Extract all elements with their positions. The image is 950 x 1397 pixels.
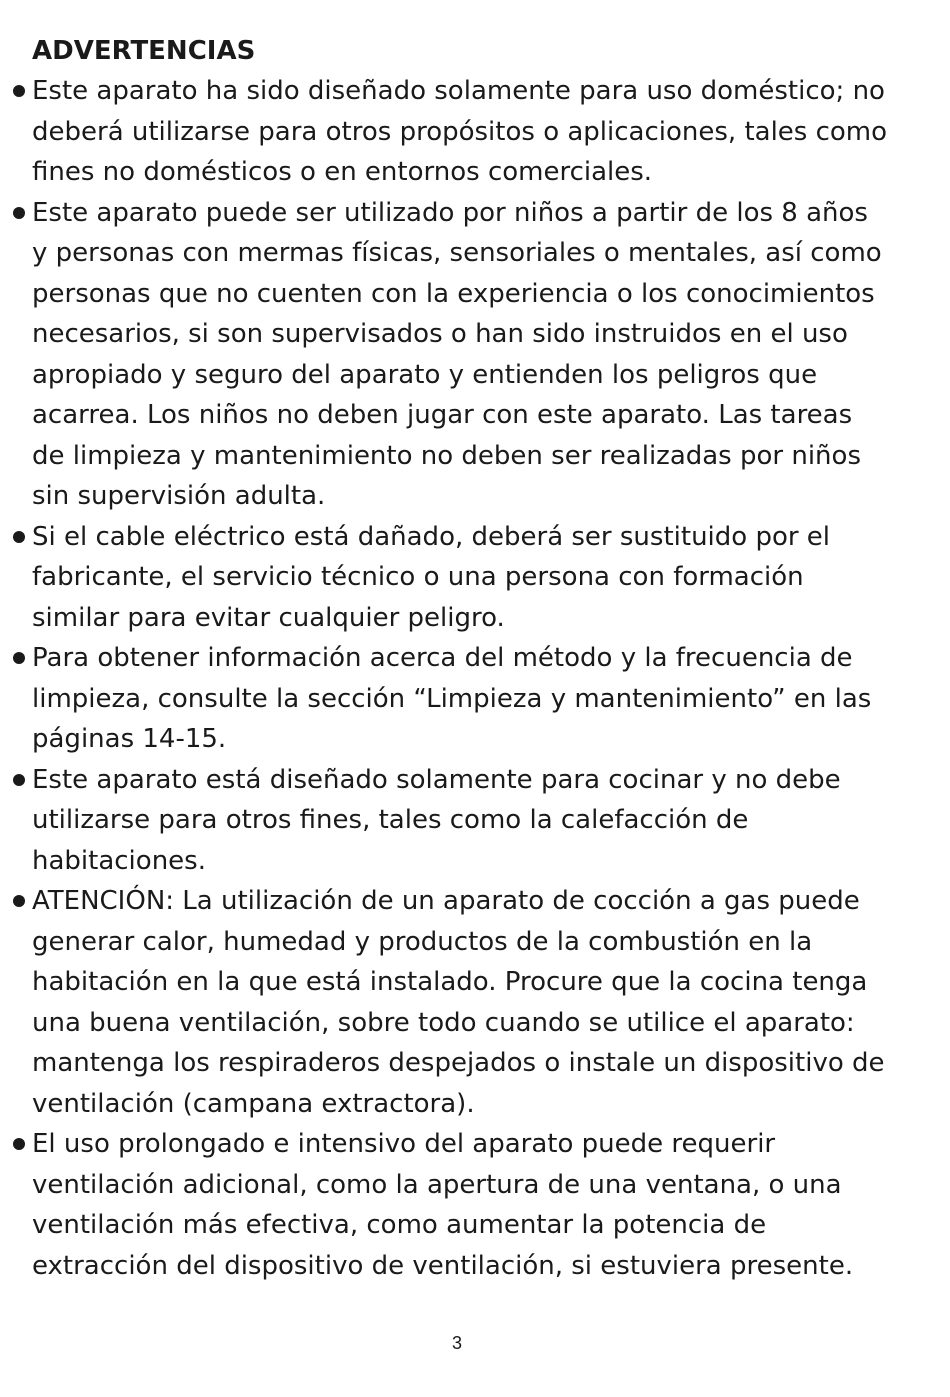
bullet-icon	[13, 774, 25, 786]
warning-text: Este aparato está diseñado solamente para cocinar y no debe utilizarse para otros fines, tales como la calefacción de habitaciones.	[32, 764, 841, 876]
bullet-icon	[13, 1138, 25, 1150]
warning-text: Este aparato puede ser utilizado por niños a partir de los 8 años y personas con mermas físicas, sensoriales o mentales, así como personas que no cuenten con la experiencia o los conocimientos necesarios, si son supervisados o han sido instruidos en el uso apropiado y seguro del aparato y entienden los peligros que acarrea. Los niños no deben jugar con este aparato. Las tareas de limpieza y mantenimiento no deben ser realizadas por niños sin supervisión adulta.	[32, 197, 882, 511]
warning-list	[0, 71, 890, 1286]
warning-text: El uso prolongado e intensivo del aparato puede requerir ventilación adicional, como la apertura de una ventana, o una ventilación más efectiva, como aumentar la potencia de extracción del dispositivo de ventilación, si estuviera presente.	[32, 1129, 854, 1281]
warning-item	[0, 71, 890, 193]
bullet-icon	[13, 895, 25, 907]
page-number: 3	[451, 1333, 462, 1353]
bullet-icon	[13, 85, 25, 97]
section-heading: ADVERTENCIAS	[32, 36, 256, 66]
warning-item	[0, 638, 890, 760]
warning-item	[0, 517, 890, 639]
bullet-icon	[13, 531, 25, 543]
warning-item	[0, 760, 890, 882]
bullet-icon	[13, 207, 25, 219]
bullet-icon	[13, 652, 25, 664]
warning-text: ATENCIÓN: La utilización de un aparato de cocción a gas puede generar calor, humedad y productos de la combustión en la habitación en la que está instalado. Procure que la cocina tenga una buena ventilación, sobre todo cuando se utilice el aparato: mantenga los respiraderos despejados o instale un dispositivo de ventilación (campana extractora).	[32, 886, 885, 1119]
warning-item	[0, 193, 890, 517]
warning-text: Si el cable eléctrico está dañado, deberá ser sustituido por el fabricante, el servicio técnico o una persona con formación similar para evitar cualquier peligro.	[32, 521, 831, 633]
warning-text: Este aparato ha sido diseñado solamente para uso doméstico; no deberá utilizarse para otros propósitos o aplicaciones, tales como fines no domésticos o en entornos comerciales.	[32, 76, 888, 187]
warning-item	[0, 881, 890, 1124]
warning-item	[0, 1124, 890, 1286]
warning-text: Para obtener información acerca del método y la frecuencia de limpieza, consulte la sección “Limpieza y mantenimiento” en las páginas 14-15.	[32, 643, 872, 754]
